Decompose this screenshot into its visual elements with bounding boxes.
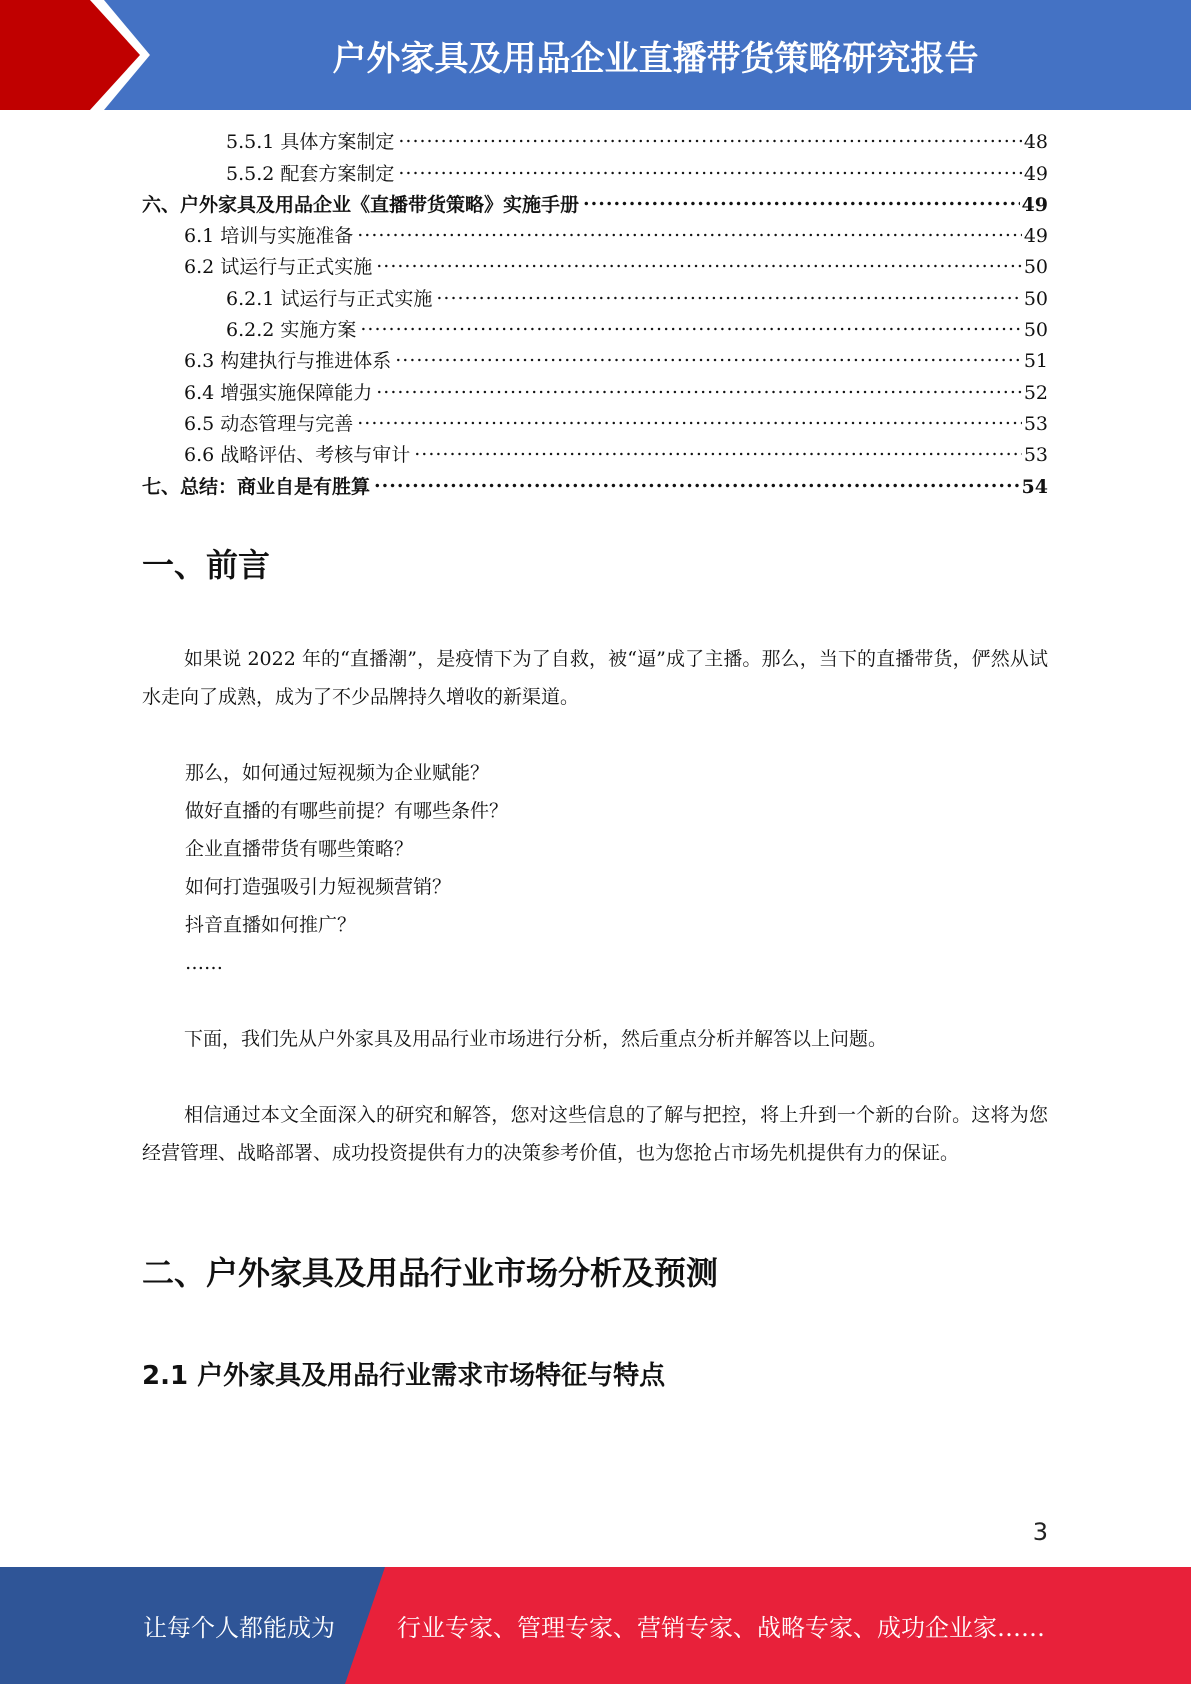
preface-paragraph-2: 下面，我们先从户外家具及用品行业市场进行分析，然后重点分析并解答以上问题。 <box>184 1028 888 1050</box>
section-heading-preface: 一、前言 <box>142 546 271 584</box>
toc-entry-title: 六、户外家具及用品企业《直播带货策略》实施手册 <box>142 193 580 216</box>
toc-leader-dots <box>376 246 1022 277</box>
table-of-contents <box>142 127 1048 503</box>
toc-entry-title: 6.5 动态管理与完善 <box>184 412 354 435</box>
toc-entry-page: 50 <box>1023 256 1048 279</box>
question-item: 那么，如何通过短视频为企业赋能？ <box>185 762 490 784</box>
footer-slogan-right: 行业专家、管理专家、营销专家、战略专家、成功企业家…… <box>397 1614 1045 1642</box>
toc-entry-page: 54 <box>1021 475 1048 498</box>
toc-entry-title: 七、总结：商业自是有胜算 <box>142 475 371 498</box>
toc-entry-page: 50 <box>1023 287 1048 310</box>
question-item: 做好直播的有哪些前提？有哪些条件？ <box>185 800 509 822</box>
page-number: 3 <box>1032 1518 1048 1546</box>
toc-entry-title: 5.5.2 配套方案制定 <box>226 162 395 185</box>
toc-leader-dots <box>360 309 1021 340</box>
toc-leader-dots <box>395 340 1022 371</box>
toc-entry-title: 5.5.1 具体方案制定 <box>226 131 395 154</box>
toc-leader-dots <box>398 121 1021 152</box>
toc-entry-page: 49 <box>1023 162 1048 185</box>
toc-entry[interactable] <box>142 471 1048 502</box>
toc-entry-title: 6.2.2 实施方案 <box>226 319 357 342</box>
page-header <box>0 0 1191 110</box>
toc-leader-dots <box>398 153 1021 184</box>
question-list <box>185 754 508 982</box>
toc-leader-dots <box>357 215 1022 246</box>
question-item: 企业直播带货有哪些策略？ <box>185 838 414 860</box>
toc-entry-title: 6.1 培训与实施准备 <box>184 225 354 248</box>
toc-leader-dots <box>357 403 1022 434</box>
toc-entry-page: 53 <box>1023 412 1048 435</box>
toc-entry-title: 6.6 战略评估、考核与审计 <box>184 444 411 467</box>
page-footer <box>0 1567 1191 1684</box>
toc-entry-page: 50 <box>1023 319 1048 342</box>
toc-leader-dots <box>376 372 1022 403</box>
subsection-heading-2-1: 2.1 户外家具及用品行业需求市场特征与特点 <box>142 1361 666 1391</box>
preface-paragraph-3: 相信通过本文全面深入的研究和解答，您对这些信息的了解与把控，将上升到一个新的台阶。这将为您经营管理、战略部署、成功投资提供有力的决策参考价值，也为您抢占市场先机提供有力的保证。 <box>142 1104 1048 1164</box>
preface-paragraph-1: 如果说 2022 年的“直播潮”，是疫情下为了自救，被“逼”成了主播。那么，当下的直播带货，俨然从试水走向了成熟，成为了不少品牌持久增收的新渠道。 <box>142 648 1048 708</box>
toc-entry-page: 48 <box>1023 131 1048 154</box>
toc-entry-page: 53 <box>1023 444 1048 467</box>
toc-leader-dots <box>374 466 1020 497</box>
footer-slogan-left: 让每个人都能成为 <box>143 1614 335 1642</box>
toc-entry-title: 6.3 构建执行与推进体系 <box>184 350 392 373</box>
toc-entry-title: 6.2 试运行与正式实施 <box>184 256 373 279</box>
toc-entry-page: 52 <box>1023 381 1048 404</box>
header-title: 户外家具及用品企业直播带货策略研究报告 <box>332 38 979 79</box>
toc-entry-page: 49 <box>1023 225 1048 248</box>
toc-entry-title: 6.2.1 试运行与正式实施 <box>226 287 433 310</box>
section-heading-market-analysis: 二、户外家具及用品行业市场分析及预测 <box>142 1254 719 1292</box>
toc-entry-title: 6.4 增强实施保障能力 <box>184 381 373 404</box>
toc-leader-dots <box>414 434 1022 465</box>
toc-leader-dots <box>583 184 1020 215</box>
question-item: 如何打造强吸引力短视频营销？ <box>185 876 452 898</box>
question-item: …… <box>185 952 223 974</box>
toc-entry-page: 51 <box>1023 350 1048 373</box>
question-item: 抖音直播如何推广？ <box>185 914 357 936</box>
toc-entry-page: 49 <box>1021 193 1048 216</box>
toc-leader-dots <box>436 278 1021 309</box>
